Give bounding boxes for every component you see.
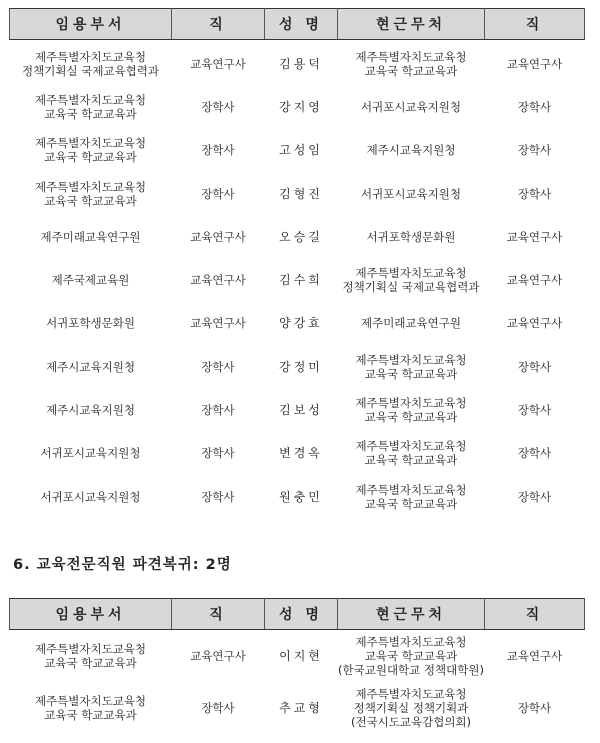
cell-current-workplace-line: 제주특별자치도교육청 <box>355 482 467 497</box>
cell-current-workplace-line: 교육국 학교교육과 <box>364 453 458 468</box>
cell-current-workplace <box>338 345 485 388</box>
cell-name: 이지현 <box>279 649 323 663</box>
cell-name: 김용덕 <box>279 56 323 71</box>
section-heading: 6. 교육전문직원 파견복귀: 2명 <box>13 557 232 573</box>
cell-current-position: 장학사 <box>517 446 552 461</box>
cell-current-workplace-line: 제주특별자치도교육청 <box>355 635 467 649</box>
cell-dept-line: 정책기획실 국제교육협력과 <box>22 63 159 78</box>
cell-current-position: 교육연구사 <box>506 273 563 288</box>
table-row <box>10 388 585 431</box>
table-row <box>10 129 585 172</box>
cell-position: 교육연구사 <box>190 56 246 71</box>
cell-current-workplace <box>338 630 485 683</box>
cell-current-workplace-line: 제주시교육지원청 <box>366 143 456 158</box>
cell-current-workplace-line: 제주특별자치도교육청 <box>355 439 467 454</box>
cell-dept <box>10 432 172 475</box>
cell-dept-line: 교육국 학교교육과 <box>44 708 137 722</box>
cell-dept-line: 서귀포시교육지원청 <box>40 489 141 504</box>
cell-current-workplace <box>338 40 485 86</box>
cell-name: 김수희 <box>279 273 323 288</box>
cell-current-workplace <box>338 432 485 475</box>
cell-dept-line: 서귀포시교육지원청 <box>40 446 141 461</box>
cell-current-workplace-line: 교육국 학교교육과 <box>364 649 458 663</box>
cell-current-workplace-line: (전국시도교육감협의회) <box>350 715 472 729</box>
cell-dept <box>10 172 172 215</box>
header-current-workplace: 현근무처 <box>338 9 485 40</box>
cell-position: 교육연구사 <box>190 649 246 663</box>
cell-dept <box>10 388 172 431</box>
cell-dept <box>10 215 172 258</box>
cell-current-workplace-line: 교육국 학교교육과 <box>364 496 458 511</box>
cell-position: 장학사 <box>201 186 235 201</box>
cell-current-position: 장학사 <box>517 489 552 504</box>
cell-dept <box>10 682 172 734</box>
cell-current-workplace-line: 서귀포학생문화원 <box>366 229 456 244</box>
cell-dept-line: 제주특별자치도교육청 <box>34 179 147 194</box>
cell-current-workplace-line: 교육국 학교교육과 <box>364 63 458 78</box>
cell-dept-line: 제주시교육지원청 <box>46 403 135 418</box>
header-row <box>10 9 585 40</box>
cell-name: 추교형 <box>279 701 323 715</box>
cell-name: 변경옥 <box>279 446 323 461</box>
cell-current-position: 장학사 <box>517 403 552 418</box>
cell-dept <box>10 129 172 172</box>
cell-current-workplace-line: 서귀포시교육지원청 <box>361 99 461 114</box>
header-position: 직 <box>172 599 265 630</box>
cell-current-workplace-line: 정책기획실 정책기획과 <box>353 701 469 715</box>
cell-position: 장학사 <box>201 359 235 374</box>
cell-dept <box>10 40 172 86</box>
cell-current-workplace-line: 정책기획실 국제교육협력과 <box>342 280 480 295</box>
cell-current-workplace <box>338 388 485 431</box>
cell-current-position: 교육연구사 <box>506 56 563 71</box>
cell-position: 교육연구사 <box>190 316 246 331</box>
cell-dept <box>10 345 172 388</box>
cell-position: 장학사 <box>201 99 235 114</box>
cell-current-workplace-line: 제주특별자치도교육청 <box>355 49 467 64</box>
cell-name: 오승길 <box>279 229 323 244</box>
header-name: 성 명 <box>265 9 338 40</box>
table-row <box>10 682 585 734</box>
table-row <box>10 40 585 86</box>
cell-dept <box>10 475 172 518</box>
table-row <box>10 215 585 258</box>
cell-dept <box>10 258 172 301</box>
cell-current-position: 장학사 <box>517 359 552 374</box>
cell-current-workplace <box>338 258 485 301</box>
cell-dept-line: 제주특별자치도교육청 <box>34 642 147 656</box>
dispatch-return-table <box>9 598 585 734</box>
cell-dept-line: 제주특별자치도교육청 <box>34 136 147 151</box>
cell-current-workplace-line: (한국교원대학교 정책대학원) <box>338 663 484 677</box>
cell-dept-line: 교육국 학교교육과 <box>44 106 137 121</box>
cell-position: 장학사 <box>201 446 235 461</box>
cell-name: 양강효 <box>279 316 323 331</box>
table-row <box>10 475 585 518</box>
cell-name: 원충민 <box>279 489 323 504</box>
cell-dept <box>10 85 172 128</box>
cell-current-workplace-line: 제주특별자치도교육청 <box>355 687 467 701</box>
cell-current-workplace <box>338 215 485 258</box>
cell-dept-line: 교육국 학교교육과 <box>44 193 137 208</box>
header-current-position: 직 <box>485 9 585 40</box>
cell-dept-line: 제주특별자치도교육청 <box>34 49 147 64</box>
cell-position: 장학사 <box>201 489 235 504</box>
cell-current-position: 교육연구사 <box>506 229 563 244</box>
cell-current-workplace <box>338 302 485 345</box>
cell-current-position: 교육연구사 <box>506 649 563 663</box>
header-current-workplace: 현근무처 <box>338 599 485 630</box>
cell-name: 강정미 <box>279 359 323 374</box>
cell-current-position: 장학사 <box>517 99 552 114</box>
table-row <box>10 345 585 388</box>
cell-dept-line: 제주특별자치도교육청 <box>34 694 147 708</box>
cell-current-position: 장학사 <box>517 143 552 158</box>
cell-dept <box>10 302 172 345</box>
cell-dept-line: 제주특별자치도교육청 <box>34 92 147 107</box>
cell-position: 교육연구사 <box>190 273 246 288</box>
cell-name: 김보성 <box>279 403 323 418</box>
cell-name: 김형진 <box>279 186 323 201</box>
cell-position: 장학사 <box>201 143 235 158</box>
cell-dept-line: 교육국 학교교육과 <box>44 150 137 165</box>
cell-current-workplace <box>338 85 485 128</box>
table-row <box>10 85 585 128</box>
cell-current-workplace <box>338 172 485 215</box>
table-row <box>10 258 585 301</box>
cell-position: 장학사 <box>201 403 235 418</box>
header-current-position: 직 <box>485 599 585 630</box>
header-row <box>10 599 585 630</box>
cell-current-workplace <box>338 682 485 734</box>
cell-current-workplace <box>338 129 485 172</box>
header-dept: 임용부서 <box>10 9 172 40</box>
cell-current-workplace-line: 교육국 학교교육과 <box>364 366 458 381</box>
cell-current-workplace-line: 제주특별자치도교육청 <box>355 352 467 367</box>
cell-dept-line: 교육국 학교교육과 <box>44 656 137 670</box>
cell-position: 교육연구사 <box>190 229 246 244</box>
cell-current-workplace-line: 서귀포시교육지원청 <box>361 186 461 201</box>
cell-current-workplace-line: 교육국 학교교육과 <box>364 410 458 425</box>
header-name: 성 명 <box>265 599 338 630</box>
cell-current-workplace <box>338 475 485 518</box>
cell-dept-line: 제주미래교육연구원 <box>40 229 141 244</box>
cell-dept-line: 제주시교육지원청 <box>46 359 135 374</box>
cell-name: 강지영 <box>279 99 323 114</box>
cell-current-workplace-line: 제주특별자치도교육청 <box>355 266 467 281</box>
table-row <box>10 302 585 345</box>
cell-current-workplace-line: 제주미래교육연구원 <box>361 316 461 331</box>
cell-name: 고성임 <box>279 143 323 158</box>
cell-dept-line: 제주국제교육원 <box>51 273 130 288</box>
table-row <box>10 432 585 475</box>
cell-current-position: 장학사 <box>517 701 552 715</box>
header-dept: 임용부서 <box>10 599 172 630</box>
appointment-table <box>9 8 585 518</box>
table-row <box>10 630 585 683</box>
cell-current-position: 교육연구사 <box>506 316 563 331</box>
cell-position: 장학사 <box>201 701 235 715</box>
cell-current-workplace-line: 제주특별자치도교육청 <box>355 396 467 411</box>
cell-dept-line: 서귀포학생문화원 <box>46 316 135 331</box>
cell-current-position: 장학사 <box>517 186 552 201</box>
header-position: 직 <box>172 9 265 40</box>
table-row <box>10 172 585 215</box>
cell-dept <box>10 630 172 683</box>
